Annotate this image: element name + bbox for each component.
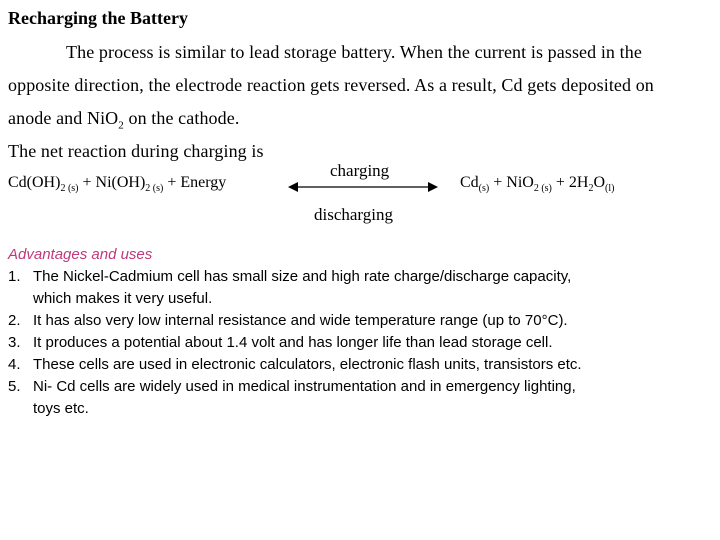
double-arrow-icon <box>288 178 438 196</box>
equation-products <box>460 174 614 194</box>
text-run: Cd <box>460 174 479 191</box>
list-number: 3. <box>8 334 21 351</box>
subscript: 2 (s) <box>60 183 79 195</box>
list-text: These cells are used in electronic calculators, electronic flash units, transistors etc. <box>33 356 582 373</box>
list-text: The Nickel-Cadmium cell has small size and high rate charge/discharge capacity, <box>33 268 572 285</box>
text-run: + NiO <box>489 174 534 191</box>
charging-label: charging <box>330 161 390 180</box>
net-reaction-text: The net reaction during charging is <box>8 141 264 161</box>
list-number: 2. <box>8 312 21 329</box>
text-run: + Energy <box>163 174 227 191</box>
advantages-title: Advantages and uses <box>8 246 153 263</box>
paragraph-line: The process is similar to lead storage battery. When the current is passed in the <box>66 42 642 62</box>
text-run: + 2H <box>551 174 589 191</box>
subscript: (s) <box>478 183 490 195</box>
text-run: Cd(OH) <box>8 174 61 191</box>
list-text: Ni- Cd cells are widely used in medical instrumentation and in emergency lighting, <box>33 378 576 395</box>
list-text: toys etc. <box>33 400 89 417</box>
discharging-label: discharging <box>314 205 394 224</box>
list-text: It has also very low internal resistance and wide temperature range (up to 70°C). <box>33 312 568 329</box>
list-text: It produces a potential about 1.4 volt and has longer life than lead storage cell. <box>33 334 553 351</box>
equation-reactants <box>8 174 226 194</box>
list-text: which makes it very useful. <box>33 290 213 307</box>
text-run: anode and NiO <box>8 108 119 128</box>
subscript: (l) <box>605 183 615 195</box>
subscript: 2 (s) <box>145 183 164 195</box>
subscript: 2 <box>588 183 594 195</box>
section-heading: Recharging the Battery <box>8 8 188 28</box>
text-run: O <box>593 174 606 191</box>
paragraph-line <box>8 108 239 132</box>
text-run: + Ni(OH) <box>78 174 146 191</box>
subscript: 2 <box>118 119 124 132</box>
text-run: on the cathode. <box>123 108 240 128</box>
list-number: 4. <box>8 356 21 373</box>
list-number: 1. <box>8 268 21 285</box>
subscript: 2 (s) <box>533 183 552 195</box>
list-number: 5. <box>8 378 21 395</box>
paragraph-line: opposite direction, the electrode reaction gets reversed. As a result, Cd gets deposited on <box>8 75 654 95</box>
